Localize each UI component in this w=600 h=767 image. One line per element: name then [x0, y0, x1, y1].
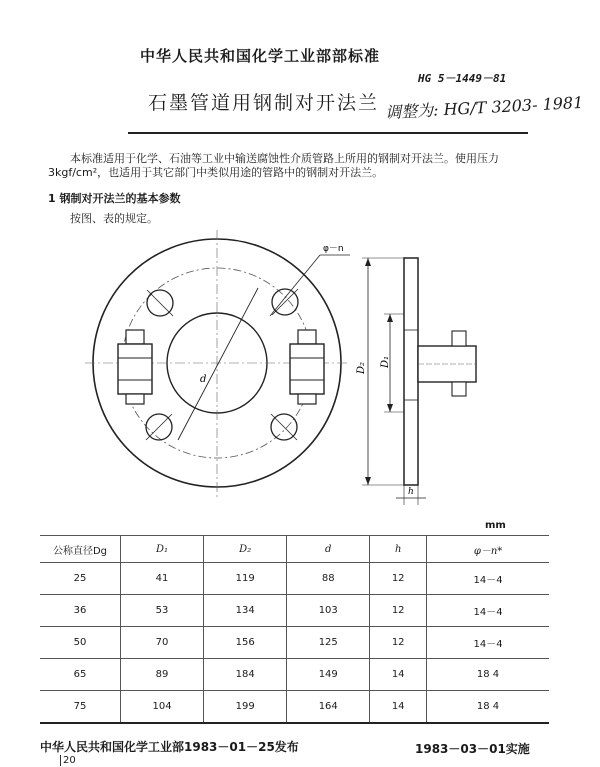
cell-dg: 75 [40, 691, 121, 724]
split-bolt-left [118, 330, 152, 404]
label-holes: φ－n [323, 244, 344, 254]
cell-dg: 36 [40, 595, 121, 627]
table-row [40, 691, 549, 724]
cell-d: 125 [287, 627, 370, 659]
header-cell: h [370, 536, 427, 563]
handwritten-annotation: 调整为: HG/T 3203- 1981 [384, 92, 584, 123]
cell-h: 12 [370, 627, 427, 659]
cell-d1: 89 [121, 659, 204, 691]
effective-date: 1983－03－01实施 [415, 742, 530, 756]
header-cell: 公称直径Dg [40, 536, 121, 563]
diameter-d-line [178, 288, 258, 440]
flange-side-plate [404, 258, 418, 485]
header-cell: D₂ [204, 536, 287, 563]
cell-d: 164 [287, 691, 370, 724]
cell-h: 12 [370, 563, 427, 595]
cell-h: 14 [370, 659, 427, 691]
header-cell: φ－n* [427, 536, 549, 563]
section-body: 按图、表的规定。 [70, 212, 158, 225]
cell-d2: 184 [204, 659, 287, 691]
standard-code: HG 5－1449－81 [418, 72, 507, 85]
label-D1: D₁ [380, 355, 391, 368]
header-cell: d [287, 536, 370, 563]
cell-h: 14 [370, 691, 427, 724]
cell-holes: 14－4 [427, 595, 549, 627]
cell-d: 88 [287, 563, 370, 595]
unit-label: mm [485, 520, 506, 531]
cell-d2: 199 [204, 691, 287, 724]
header-cell: D₁ [121, 536, 204, 563]
cell-d1: 70 [121, 627, 204, 659]
cell-h: 12 [370, 595, 427, 627]
cell-dg: 50 [40, 627, 121, 659]
cell-d: 149 [287, 659, 370, 691]
table-row [40, 563, 549, 595]
label-h: h [408, 487, 414, 497]
section-heading: 1 钢制对开法兰的基本参数 [48, 192, 181, 205]
parameters-table [40, 535, 549, 724]
cell-d1: 104 [121, 691, 204, 724]
cell-dg: 25 [40, 563, 121, 595]
table-row [40, 595, 549, 627]
cell-holes: 14－4 [427, 627, 549, 659]
table-header-row [40, 536, 549, 563]
cell-holes: 18 4 [427, 691, 549, 724]
split-bolt-right [290, 330, 324, 404]
side-bolt-head [452, 331, 466, 346]
label-D2: D₂ [356, 361, 367, 374]
cell-d2: 156 [204, 627, 287, 659]
page-number: 20 [60, 755, 76, 766]
side-bolt-nut [452, 382, 466, 396]
cell-holes: 14－4 [427, 563, 549, 595]
cell-d: 103 [287, 595, 370, 627]
hole-leader-line [270, 255, 320, 316]
cell-d2: 134 [204, 595, 287, 627]
table-row [40, 659, 549, 691]
table-row [40, 627, 549, 659]
issue-date: 中华人民共和国化学工业部1983－01－25发布 [40, 740, 299, 754]
intro-line-1: 本标准适用于化学、石油等工业中输送腐蚀性介质管路上所用的钢制对开法兰。使用压力 [70, 152, 499, 165]
cell-d1: 41 [121, 563, 204, 595]
cell-holes: 18 4 [427, 659, 549, 691]
issuing-authority: 中华人民共和国化学工业部部标准 [140, 47, 381, 65]
bolt-holes [146, 289, 298, 440]
cell-dg: 65 [40, 659, 121, 691]
cell-d2: 119 [204, 563, 287, 595]
document-title: 石墨管道用钢制对开法兰 [148, 92, 380, 114]
intro-line-2: 3kgf/cm²，也适用于其它部门中类似用途的管路中的钢制对开法兰。 [48, 166, 384, 179]
cell-d1: 53 [121, 595, 204, 627]
label-d: d [200, 374, 207, 385]
